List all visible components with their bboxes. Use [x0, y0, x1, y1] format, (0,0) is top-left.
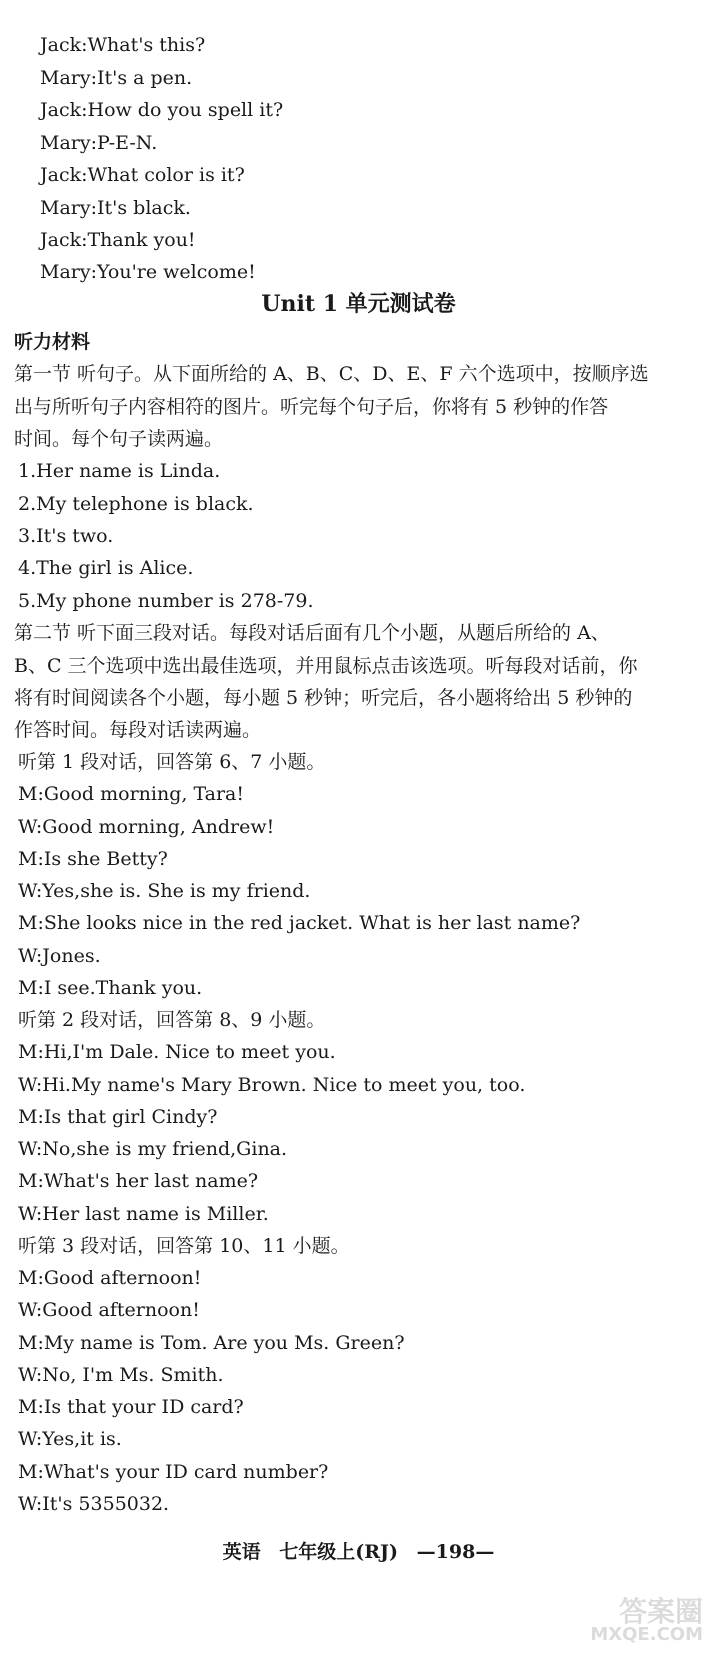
instruction-line: 第二节 听下面三段对话。每段对话后面有几个小题，从题后所给的 A、	[14, 622, 610, 644]
conversation-line: W:Yes,it is.	[18, 1428, 122, 1450]
conversation-intro: 听第 1 段对话，回答第 6、7 小题。	[18, 751, 326, 773]
conversation-line: M:My name is Tom. Are you Ms. Green?	[18, 1332, 405, 1354]
sentence-item: 1.Her name is Linda.	[18, 460, 221, 482]
instruction-line: 将有时间阅读各个小题，每小题 5 秒钟；听完后，各小题将给出 5 秒钟的	[14, 687, 633, 709]
conversation-intro: 听第 2 段对话，回答第 8、9 小题。	[18, 1009, 326, 1031]
page-footer	[0, 1540, 717, 1564]
instruction-line: B、C 三个选项中选出最佳选项，并用鼠标点击该选项。听每段对话前，你	[14, 655, 638, 677]
conversation-line: W:No,she is my friend,Gina.	[18, 1138, 288, 1160]
conversation-line: W:Yes,she is. She is my friend.	[18, 880, 311, 902]
conversation-intro: 听第 3 段对话，回答第 10、11 小题。	[18, 1235, 350, 1257]
conversation-line: M:What's her last name?	[18, 1170, 259, 1192]
watermark-top: 答案圈	[618, 1595, 703, 1628]
conversation-line: W:Hi.My name's Mary Brown. Nice to meet you, too.	[18, 1074, 526, 1096]
conversation-line: M:She looks nice in the red jacket. What is her last name?	[18, 912, 581, 934]
sentence-item: 4.The girl is Alice.	[18, 557, 194, 579]
conversation-line: M:Is she Betty?	[18, 848, 168, 870]
conversation-line: W:Good morning, Andrew!	[18, 816, 275, 838]
conversation-line: W:Her last name is Miller.	[18, 1203, 269, 1225]
dialogue-line: Jack:What's this?	[40, 34, 206, 56]
conversation-line: M:What's your ID card number?	[18, 1461, 329, 1483]
dialogue-line: Mary:It's black.	[40, 197, 191, 219]
instruction-line: 出与所听句子内容相符的图片。听完每个句子后，你将有 5 秒钟的作答	[14, 396, 609, 418]
conversation-line: M:Is that girl Cindy?	[18, 1106, 218, 1128]
sentence-item: 2.My telephone is black.	[18, 493, 254, 515]
conversation-line: M:Good morning, Tara!	[18, 783, 245, 805]
conversation-line: M:I see.Thank you.	[18, 977, 203, 999]
dialogue-line: Jack:Thank you!	[40, 229, 196, 251]
section-heading: 听力材料	[14, 331, 91, 353]
watermark-logo	[553, 1590, 703, 1648]
footer-subject: 英语	[222, 1541, 261, 1563]
instruction-line: 时间。每个句子读两遍。	[14, 428, 224, 450]
sentence-item: 3.It's two.	[18, 525, 114, 547]
footer-page-number: —198—	[416, 1541, 495, 1563]
conversation-line: M:Hi,I'm Dale. Nice to meet you.	[18, 1041, 336, 1063]
dialogue-line: Mary:P-E-N.	[40, 132, 158, 154]
dialogue-line: Jack:How do you spell it?	[40, 99, 284, 121]
conversation-line: W:Jones.	[18, 945, 101, 967]
conversation-line: W:Good afternoon!	[18, 1299, 200, 1321]
dialogue-line: Mary:It's a pen.	[40, 67, 193, 89]
watermark-bottom: MXQE.COM	[590, 1624, 703, 1645]
conversation-line: M:Good afternoon!	[18, 1267, 202, 1289]
instruction-line: 第一节 听句子。从下面所给的 A、B、C、D、E、F 六个选项中，按顺序选	[14, 363, 649, 385]
sentence-item: 5.My phone number is 278-79.	[18, 590, 314, 612]
conversation-line: W:It's 5355032.	[18, 1493, 170, 1515]
conversation-line: M:Is that your ID card?	[18, 1396, 244, 1418]
instruction-line: 作答时间。每段对话读两遍。	[14, 719, 262, 741]
conversation-line: W:No, I'm Ms. Smith.	[18, 1364, 224, 1386]
dialogue-line: Mary:You're welcome!	[40, 261, 256, 283]
unit-title: Unit 1 单元测试卷	[261, 291, 456, 317]
dialogue-line: Jack:What color is it?	[40, 164, 245, 186]
footer-grade: 七年级上(RJ)	[279, 1541, 399, 1563]
